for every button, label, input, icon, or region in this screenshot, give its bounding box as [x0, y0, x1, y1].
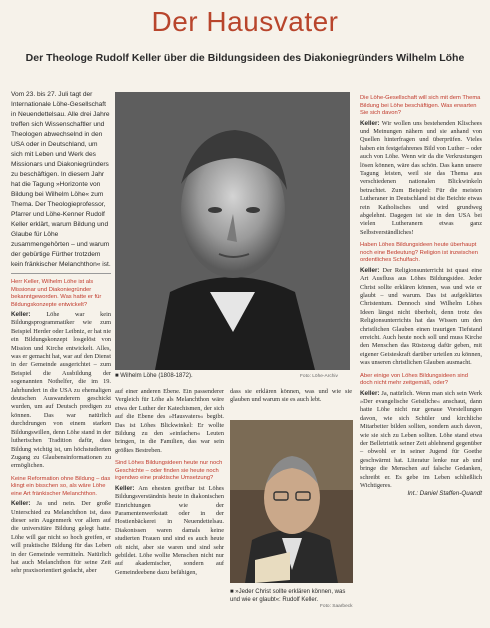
caption-marker-icon: ■ [230, 589, 234, 595]
answer-text: Ja und nein. Der große Unterschied zu Melanchthon ist, dass dieser sein Augenmerk vor allem auf die universitäre Bildung gelegt hatte. Löhe will gar nicht so hoch greifen, er will praktische Bildung für das Leben in der Gemeinde vermitteln. Natürlich hat auch Melanchthon für seine Zeit sehr praxisorientiert gedacht, aber [11, 500, 111, 575]
interview-question: Keine Reformation ohne Bildung – das klingt ein bisschen so, als wäre Löhe eine Art fränkischer Melanchthon. [11, 475, 111, 497]
portrait-illustration [115, 92, 350, 370]
interview-answer [115, 485, 224, 577]
interview-answer [360, 390, 482, 491]
column-left [11, 90, 111, 576]
author-signature: Int.: Daniel Staffen-Quandt [407, 490, 482, 498]
interview-middle [115, 388, 224, 577]
answer-text: Löhe war kein Bildungsprogrammatiker wie zum Beispiel Herder oder Leibniz, er hat nie ein Bildungskonzept losgelöst von Mission und Kirche entwickelt. Alles, was er gemacht hat, war auf den Dienst in der Gemeinde ausgerichtet – zum Beispiel die Ausbildung der sogenannten Nothelfer, die im 19. Jahrhundert in die USA zu ehemaligen deutschen Auswanderern geschickt wurden, um auf Deutsch predigen zu können. Das war natürlich durchdrungen von einem starken Bildungswillen, denn Löhe stand in der lutherischen Tradition dafür, dass Bildung wichtig ist, um höchstudierten Zugang zu Glaubensinformationen zu ermöglichen. [11, 311, 111, 470]
answer-text: Ja, natürlich. Wenn man sich sein Werk »Der evangelische Geistliche« anschaut, dann hatte Löhe nicht nur genaue Vorstellungen davon, wie sich Schüler und kirchliche Mitarbeiter bilden sollten, sondern auch davon, wie sie sich zu Leben sollten. Löhe stand etwa der Belletristik seiner Zeit ablehnend gegenüber – obwohl er in seiner Jugend für Goethe geschwärmt hat. Literatur lenke nur ab und bringe die Menschen auf falsche Gedanken, schreibt er. Es gebe im Leben schließlich Wichtigeres. [360, 389, 482, 490]
interview-question: Herr Keller, Wilhelm Löhe ist als Missionar und Diakoniegründer bekanntgeworden. Was hatte er für Bildungskonzepte entwickelt? [11, 279, 102, 308]
article-subtitle: Der Theologe Rudolf Keller über die Bildungsideen des Diakoniegründers Wilhelm Löhe [25, 52, 465, 64]
answer-text: Am ehesten greifbar ist Löhes Bildungsverständnis heute in diakonischen Einrichtungen wie der Paramentenwerkstatt oder in der Hostienbäckerei in Neuendettelsau. Diakonissen waren damals keine studierten Frauen und sind es auch heute oft nicht, aber sie waren und sind sehr gebildet. Löhe wollte Menschen nicht nur auf akademischer, sondern auf Gemeindeebene dazu befähigen, [115, 484, 224, 576]
portrait-rudolf-keller [230, 420, 353, 583]
photo-main-caption: ■ Wilhelm Löhe (1808-1872). [115, 373, 193, 379]
intro-paragraph: Vom 23. bis 27. Juli tagt der Internationale Löhe-Gesellschaft in Neuendettelsau. Alle drei Jahre treffen sich Wissenschaftler und Theologen abwechselnd in den USA oder in Deutschland, um sich mit Leben und Werk des Missionars und Diakoniegründers zu beschäftigen. In diesem Jahr hat die Tagung »Horizonte von Bildung bei Wilhelm Löhe« zum Thema. Der Theologieprofessor, Pfarrer und Löhe-Kenner Rudolf Keller erklärt, warum Bildung und Glaube für Löhe zusammengehörten – und warum der gebürtige Fürther trotzdem kein fränkischer Melanchthon« ist. [11, 91, 111, 268]
speaker-label: Keller: [11, 311, 31, 318]
photo-small-credit: Foto: Saarbeck [320, 604, 353, 609]
article-title: Der Hausvater [151, 6, 339, 37]
photo-small-caption: ■ »Jeder Christ sollte erklären können, was und wie er glaubt«: Rudolf Keller. [230, 589, 346, 603]
speaker-label: Keller: [115, 484, 135, 492]
divider [11, 273, 111, 274]
speaker-label: Keller: [360, 266, 380, 274]
keller-illustration [230, 420, 353, 583]
answer-text: Der Religionsunterricht ist quasi eine Art Ausfluss aus Löhes Bildungsidee. Jeder Christ sollte erklären können, was und wie er glaubt – und warum. Das ist aufgeklärtes Christentum. Dennoch sind Wilhelm Löhes Ideen längst nicht überholt, denn trotz des Religionsunterrichts hat das Wissen um den christlichen Glauben einen traurigen Tiefstand erreicht. Auch heute noch soll und muss Kirche den Menschen das Rüstzeug dafür geben, mit eigener Geisteskraft darüber urteilen zu können, was unseren christlichen Glauben ausmacht. [360, 266, 482, 367]
answer-text: Wir wollen uns bestehenden Klischees und Meinungen nähern und sie anhand von Quellen hinterfragen und überprüfen. Vieles haben ein festgefahrenes Bild von Luther – oder auch von Löhe. Wenn wir da die Verkrustungen lösen können, wäre das schön. Das kann unsere Tagung leisten, weil sie das Thema aus verschiedenen nationalen Blickwinkeln betrachtet. Zum Beispiel: Für die meisten Lutheraner in Deutschland ist die Beichte etwas rein Katholisches und wird grundweg abgelehnt. Dagegen ist sie in den USA bei vielen Lutheranern etwas ganz Selbstverständliches! [360, 119, 482, 236]
photo-main-credit: Foto: Löhe-Archiv [300, 374, 338, 379]
paragraph: auf einer anderen Ebene. Ein passenderer Vergleich für Löhe als Melanchthon wäre etwa der Luther der Katechismen, der sich auf die Ebene des »Hausvaters« begibt. Das ist Löhes Blickwinkel: Er wollte Bildung zu den »einfachen« Leuten bringen, in die Familien, das war sein größtes Bestreben. [115, 388, 224, 454]
portrait-wilhelm-loehe [115, 92, 350, 370]
interview-answer [11, 311, 111, 471]
interview-answer [11, 500, 111, 576]
interview-left [11, 279, 111, 576]
speaker-label: Keller: [360, 119, 380, 127]
speaker-label: Keller: [11, 500, 31, 508]
interview-right [360, 90, 482, 499]
interview-question: Haben Löhes Bildungsideen heute überhaupt noch eine Bedeutung? Religion ist inzwischen ordentliches Schulfach. [360, 242, 478, 264]
interview-question: Sind Löhes Bildungsideen heute nur noch Geschichte – oder finden sie heute noch irgendwo eine praktische Umsetzung? [115, 460, 223, 482]
interview-question: Die Löhe-Gesellschaft will sich mit dem Thema Bildung bei Löhe beschäftigen. Was erwarten Sie sich davon? [360, 95, 481, 116]
interview-answer [360, 120, 482, 238]
caption-marker-icon: ■ [115, 373, 119, 379]
interview-question: Aber einige von Löhes Bildungsideen sind doch nicht mehr zeitgemäß, oder? [360, 372, 468, 387]
interview-continuation: dass sie erklären können, was und wie sie glauben und warum sie es auch lebt. [230, 388, 352, 404]
interview-answer [360, 267, 482, 368]
speaker-label: Keller: [360, 389, 380, 397]
